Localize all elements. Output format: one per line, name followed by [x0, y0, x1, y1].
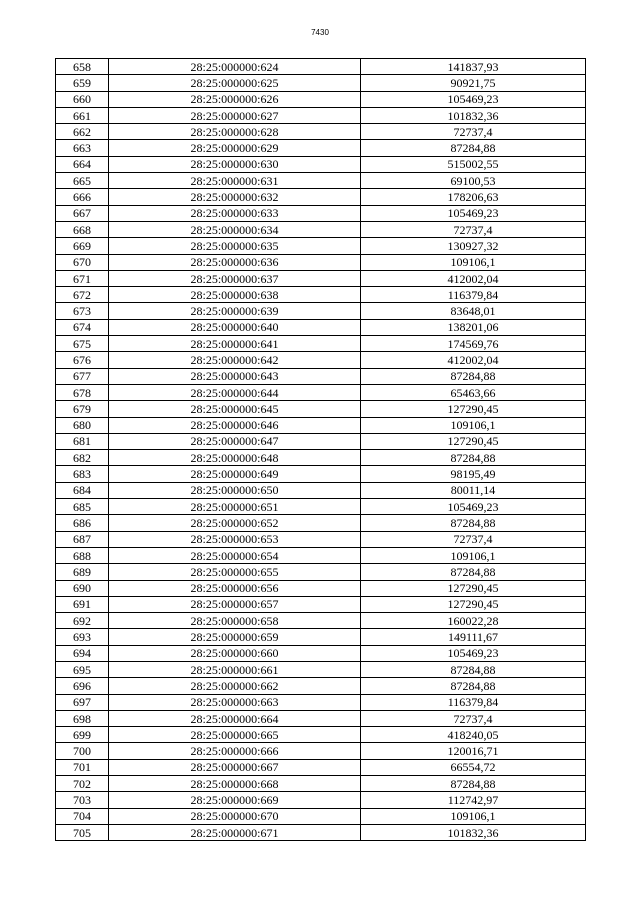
- value-cell: 178206,63: [361, 189, 586, 205]
- value-cell: 87284,88: [361, 450, 586, 466]
- cadastral-number-cell: 28:25:000000:650: [109, 482, 361, 498]
- cadastral-number-cell: 28:25:000000:653: [109, 531, 361, 547]
- table-row: [56, 678, 586, 694]
- table-row: [56, 287, 586, 303]
- cadastral-number-cell: 28:25:000000:656: [109, 580, 361, 596]
- table-row: [56, 124, 586, 140]
- value-cell: 412002,04: [361, 352, 586, 368]
- table-row: [56, 107, 586, 123]
- value-cell: 149111,67: [361, 629, 586, 645]
- value-cell: 72737,4: [361, 531, 586, 547]
- cadastral-value-table: [55, 58, 586, 841]
- row-number-cell: 666: [56, 189, 109, 205]
- table-row: [56, 661, 586, 677]
- cadastral-number-cell: 28:25:000000:664: [109, 710, 361, 726]
- table-row: [56, 743, 586, 759]
- row-number-cell: 675: [56, 336, 109, 352]
- value-cell: 98195,49: [361, 466, 586, 482]
- row-number-cell: 676: [56, 352, 109, 368]
- value-cell: 72737,4: [361, 221, 586, 237]
- value-cell: 87284,88: [361, 564, 586, 580]
- value-cell: 69100,53: [361, 173, 586, 189]
- row-number-cell: 696: [56, 678, 109, 694]
- cadastral-number-cell: 28:25:000000:667: [109, 759, 361, 775]
- table-row: [56, 824, 586, 840]
- value-cell: 87284,88: [361, 140, 586, 156]
- table-row: [56, 417, 586, 433]
- cadastral-number-cell: 28:25:000000:644: [109, 384, 361, 400]
- row-number-cell: 664: [56, 156, 109, 172]
- table-row: [56, 336, 586, 352]
- row-number-cell: 684: [56, 482, 109, 498]
- value-cell: 109106,1: [361, 808, 586, 824]
- cadastral-number-cell: 28:25:000000:641: [109, 336, 361, 352]
- value-cell: 72737,4: [361, 124, 586, 140]
- table-row: [56, 450, 586, 466]
- value-cell: 160022,28: [361, 613, 586, 629]
- row-number-cell: 679: [56, 401, 109, 417]
- row-number-cell: 681: [56, 433, 109, 449]
- row-number-cell: 671: [56, 270, 109, 286]
- table-row: [56, 173, 586, 189]
- cadastral-number-cell: 28:25:000000:627: [109, 107, 361, 123]
- value-cell: 127290,45: [361, 433, 586, 449]
- value-cell: 80011,14: [361, 482, 586, 498]
- row-number-cell: 678: [56, 384, 109, 400]
- table-body: [56, 59, 586, 841]
- row-number-cell: 695: [56, 661, 109, 677]
- row-number-cell: 661: [56, 107, 109, 123]
- row-number-cell: 688: [56, 547, 109, 563]
- table-row: [56, 384, 586, 400]
- value-cell: 105469,23: [361, 91, 586, 107]
- row-number-cell: 690: [56, 580, 109, 596]
- row-number-cell: 705: [56, 824, 109, 840]
- cadastral-number-cell: 28:25:000000:630: [109, 156, 361, 172]
- row-number-cell: 667: [56, 205, 109, 221]
- table-row: [56, 205, 586, 221]
- value-cell: 109106,1: [361, 417, 586, 433]
- table-row: [56, 59, 586, 75]
- table-row: [56, 352, 586, 368]
- cadastral-number-cell: 28:25:000000:668: [109, 776, 361, 792]
- cadastral-number-cell: 28:25:000000:671: [109, 824, 361, 840]
- value-cell: 105469,23: [361, 645, 586, 661]
- cadastral-number-cell: 28:25:000000:624: [109, 59, 361, 75]
- value-cell: 66554,72: [361, 759, 586, 775]
- row-number-cell: 703: [56, 792, 109, 808]
- row-number-cell: 673: [56, 303, 109, 319]
- value-cell: 141837,93: [361, 59, 586, 75]
- cadastral-number-cell: 28:25:000000:635: [109, 238, 361, 254]
- value-cell: 109106,1: [361, 547, 586, 563]
- cadastral-number-cell: 28:25:000000:631: [109, 173, 361, 189]
- value-cell: 101832,36: [361, 107, 586, 123]
- row-number-cell: 682: [56, 450, 109, 466]
- value-cell: 101832,36: [361, 824, 586, 840]
- table-row: [56, 564, 586, 580]
- cadastral-number-cell: 28:25:000000:626: [109, 91, 361, 107]
- row-number-cell: 677: [56, 368, 109, 384]
- row-number-cell: 686: [56, 515, 109, 531]
- table-row: [56, 710, 586, 726]
- table-row: [56, 596, 586, 612]
- value-cell: 116379,84: [361, 287, 586, 303]
- cadastral-number-cell: 28:25:000000:648: [109, 450, 361, 466]
- cadastral-number-cell: 28:25:000000:666: [109, 743, 361, 759]
- cadastral-number-cell: 28:25:000000:642: [109, 352, 361, 368]
- row-number-cell: 694: [56, 645, 109, 661]
- cadastral-number-cell: 28:25:000000:629: [109, 140, 361, 156]
- value-cell: 87284,88: [361, 776, 586, 792]
- table-row: [56, 140, 586, 156]
- cadastral-number-cell: 28:25:000000:643: [109, 368, 361, 384]
- cadastral-number-cell: 28:25:000000:658: [109, 613, 361, 629]
- value-cell: 105469,23: [361, 499, 586, 515]
- value-cell: 174569,76: [361, 336, 586, 352]
- table-row: [56, 808, 586, 824]
- row-number-cell: 697: [56, 694, 109, 710]
- cadastral-number-cell: 28:25:000000:657: [109, 596, 361, 612]
- table-row: [56, 238, 586, 254]
- table-row: [56, 189, 586, 205]
- page-number: 7430: [311, 28, 329, 37]
- value-cell: 412002,04: [361, 270, 586, 286]
- cadastral-number-cell: 28:25:000000:633: [109, 205, 361, 221]
- row-number-cell: 685: [56, 499, 109, 515]
- cadastral-number-cell: 28:25:000000:636: [109, 254, 361, 270]
- row-number-cell: 659: [56, 75, 109, 91]
- value-cell: 138201,06: [361, 319, 586, 335]
- row-number-cell: 665: [56, 173, 109, 189]
- cadastral-number-cell: 28:25:000000:663: [109, 694, 361, 710]
- row-number-cell: 680: [56, 417, 109, 433]
- cadastral-number-cell: 28:25:000000:639: [109, 303, 361, 319]
- table-row: [56, 613, 586, 629]
- table-row: [56, 580, 586, 596]
- row-number-cell: 670: [56, 254, 109, 270]
- row-number-cell: 674: [56, 319, 109, 335]
- table-row: [56, 75, 586, 91]
- value-cell: 515002,55: [361, 156, 586, 172]
- value-cell: 87284,88: [361, 661, 586, 677]
- value-cell: 120016,71: [361, 743, 586, 759]
- table-row: [56, 694, 586, 710]
- row-number-cell: 658: [56, 59, 109, 75]
- table-row: [56, 91, 586, 107]
- cadastral-number-cell: 28:25:000000:645: [109, 401, 361, 417]
- cadastral-number-cell: 28:25:000000:655: [109, 564, 361, 580]
- table-row: [56, 499, 586, 515]
- row-number-cell: 662: [56, 124, 109, 140]
- row-number-cell: 698: [56, 710, 109, 726]
- cadastral-number-cell: 28:25:000000:637: [109, 270, 361, 286]
- value-cell: 87284,88: [361, 368, 586, 384]
- table-row: [56, 221, 586, 237]
- row-number-cell: 668: [56, 221, 109, 237]
- row-number-cell: 689: [56, 564, 109, 580]
- table-row: [56, 319, 586, 335]
- row-number-cell: 704: [56, 808, 109, 824]
- cadastral-number-cell: 28:25:000000:625: [109, 75, 361, 91]
- row-number-cell: 660: [56, 91, 109, 107]
- cadastral-number-cell: 28:25:000000:651: [109, 499, 361, 515]
- row-number-cell: 672: [56, 287, 109, 303]
- table-row: [56, 727, 586, 743]
- table-row: [56, 482, 586, 498]
- table-row: [56, 515, 586, 531]
- row-number-cell: 693: [56, 629, 109, 645]
- value-cell: 87284,88: [361, 515, 586, 531]
- cadastral-number-cell: 28:25:000000:649: [109, 466, 361, 482]
- table-row: [56, 759, 586, 775]
- value-cell: 65463,66: [361, 384, 586, 400]
- row-number-cell: 669: [56, 238, 109, 254]
- value-cell: 109106,1: [361, 254, 586, 270]
- cadastral-number-cell: 28:25:000000:628: [109, 124, 361, 140]
- cadastral-number-cell: 28:25:000000:632: [109, 189, 361, 205]
- row-number-cell: 699: [56, 727, 109, 743]
- table-row: [56, 776, 586, 792]
- row-number-cell: 683: [56, 466, 109, 482]
- cadastral-number-cell: 28:25:000000:661: [109, 661, 361, 677]
- value-cell: 72737,4: [361, 710, 586, 726]
- cadastral-number-cell: 28:25:000000:647: [109, 433, 361, 449]
- table-row: [56, 645, 586, 661]
- cadastral-number-cell: 28:25:000000:670: [109, 808, 361, 824]
- table-row: [56, 531, 586, 547]
- table-row: [56, 303, 586, 319]
- row-number-cell: 663: [56, 140, 109, 156]
- cadastral-number-cell: 28:25:000000:646: [109, 417, 361, 433]
- table-row: [56, 547, 586, 563]
- value-cell: 127290,45: [361, 596, 586, 612]
- table-row: [56, 254, 586, 270]
- table-row: [56, 368, 586, 384]
- row-number-cell: 691: [56, 596, 109, 612]
- cadastral-number-cell: 28:25:000000:659: [109, 629, 361, 645]
- row-number-cell: 687: [56, 531, 109, 547]
- cadastral-number-cell: 28:25:000000:654: [109, 547, 361, 563]
- cadastral-number-cell: 28:25:000000:662: [109, 678, 361, 694]
- table-row: [56, 792, 586, 808]
- value-cell: 116379,84: [361, 694, 586, 710]
- table-row: [56, 401, 586, 417]
- cadastral-number-cell: 28:25:000000:638: [109, 287, 361, 303]
- cadastral-number-cell: 28:25:000000:669: [109, 792, 361, 808]
- value-cell: 112742,97: [361, 792, 586, 808]
- row-number-cell: 692: [56, 613, 109, 629]
- row-number-cell: 702: [56, 776, 109, 792]
- value-cell: 127290,45: [361, 580, 586, 596]
- cadastral-number-cell: 28:25:000000:660: [109, 645, 361, 661]
- value-cell: 90921,75: [361, 75, 586, 91]
- value-cell: 105469,23: [361, 205, 586, 221]
- value-cell: 127290,45: [361, 401, 586, 417]
- cadastral-number-cell: 28:25:000000:652: [109, 515, 361, 531]
- table-row: [56, 433, 586, 449]
- value-cell: 83648,01: [361, 303, 586, 319]
- cadastral-number-cell: 28:25:000000:634: [109, 221, 361, 237]
- row-number-cell: 700: [56, 743, 109, 759]
- value-cell: 418240,05: [361, 727, 586, 743]
- cadastral-number-cell: 28:25:000000:640: [109, 319, 361, 335]
- value-cell: 87284,88: [361, 678, 586, 694]
- table-row: [56, 156, 586, 172]
- table-row: [56, 270, 586, 286]
- table-row: [56, 466, 586, 482]
- row-number-cell: 701: [56, 759, 109, 775]
- value-cell: 130927,32: [361, 238, 586, 254]
- cadastral-number-cell: 28:25:000000:665: [109, 727, 361, 743]
- table-row: [56, 629, 586, 645]
